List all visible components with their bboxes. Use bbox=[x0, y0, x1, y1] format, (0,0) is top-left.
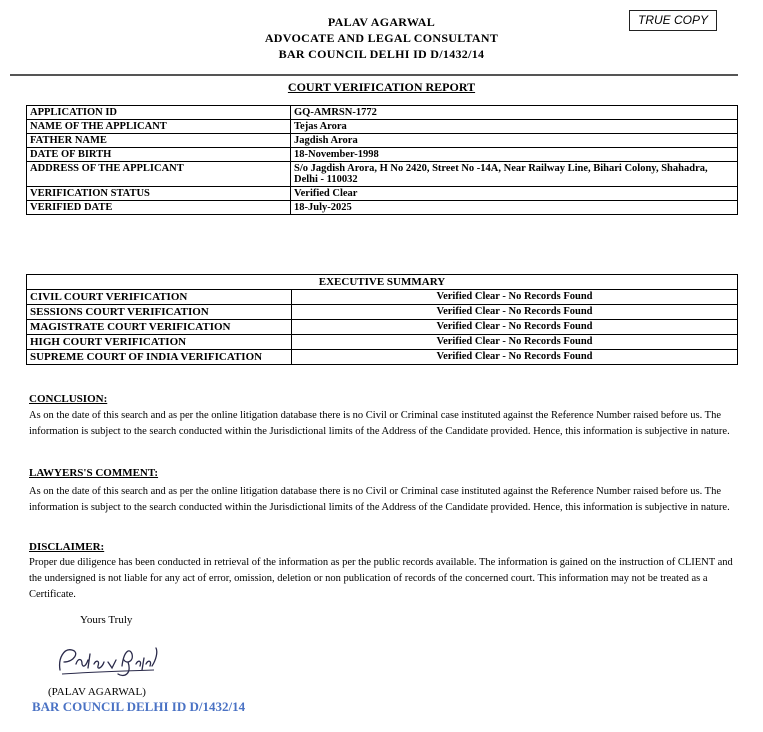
detail-row bbox=[27, 187, 738, 201]
disclaimer-heading: DISCLAIMER: bbox=[29, 541, 105, 553]
summary-label: MAGISTRATE COURT VERIFICATION bbox=[27, 320, 292, 335]
executive-summary-table bbox=[26, 274, 738, 365]
detail-row bbox=[27, 120, 738, 134]
signature-image bbox=[52, 640, 162, 680]
advocate-name: PALAV AGARWAL bbox=[327, 15, 436, 29]
summary-value: Verified Clear - No Records Found bbox=[292, 305, 738, 320]
detail-label: DATE OF BIRTH bbox=[27, 148, 291, 162]
detail-label: VERIFIED DATE bbox=[27, 201, 291, 215]
lawyers-comment-text: As on the date of this search and as per the online litigation database there is no Civil or Criminal case instituted against the Reference Number raised before us. The information is subject to the search conducted within the Jurisdictional limits of the Address of the Candidate provided. Hence, this information is subjective in nature. bbox=[29, 486, 730, 513]
summary-value: Verified Clear - No Records Found bbox=[292, 350, 738, 365]
lawyers-comment-heading: LAWYERS'S COMMENT: bbox=[29, 467, 159, 479]
detail-row bbox=[27, 106, 738, 120]
summary-value: Verified Clear - No Records Found bbox=[292, 290, 738, 305]
summary-row bbox=[27, 305, 738, 320]
conclusion-text: As on the date of this search and as per the online litigation database there is no Civil or Criminal case instituted against the Reference Number raised before us. The information is subject to the search conducted within the Jurisdictional limits of the Address of the Candidate provided. Hence, this information is subjective in nature. bbox=[29, 410, 730, 437]
summary-label: CIVIL COURT VERIFICATION bbox=[27, 290, 292, 305]
detail-value: Tejas Arora bbox=[291, 120, 738, 134]
summary-label: SUPREME COURT OF INDIA VERIFICATION bbox=[27, 350, 292, 365]
detail-row bbox=[27, 162, 738, 187]
detail-label: ADDRESS OF THE APPLICANT bbox=[27, 162, 291, 187]
detail-label: APPLICATION ID bbox=[27, 106, 291, 120]
detail-label: FATHER NAME bbox=[27, 134, 291, 148]
summary-row bbox=[27, 320, 738, 335]
header-divider bbox=[10, 74, 738, 76]
signatory-name: (PALAV AGARWAL) bbox=[48, 686, 146, 698]
detail-value: Jagdish Arora bbox=[291, 134, 738, 148]
detail-row bbox=[27, 148, 738, 162]
true-copy-stamp: TRUE COPY bbox=[629, 10, 717, 31]
detail-value: 18-November-1998 bbox=[291, 148, 738, 162]
disclaimer-text: Proper due diligence has been conducted in retrieval of the information as per the public records available. The information is gained on the instruction of CLIENT and the undersigned is not liable for any act of error, omission, deletion or non publication of records of the concerned court. This information may not be treated as a Certificate. bbox=[29, 557, 733, 600]
summary-value: Verified Clear - No Records Found bbox=[292, 335, 738, 350]
conclusion-heading: CONCLUSION: bbox=[29, 393, 108, 405]
summary-row bbox=[27, 290, 738, 305]
detail-value: Verified Clear bbox=[291, 187, 738, 201]
summary-label: SESSIONS COURT VERIFICATION bbox=[27, 305, 292, 320]
report-title: COURT VERIFICATION REPORT bbox=[287, 80, 476, 94]
detail-value: 18-July-2025 bbox=[291, 201, 738, 215]
closing-salutation: Yours Truly bbox=[80, 614, 133, 626]
detail-row bbox=[27, 201, 738, 215]
detail-value: S/o Jagdish Arora, H No 2420, Street No -14A, Near Railway Line, Bihari Colony, Shahadra, Delhi - 110032 bbox=[291, 162, 738, 187]
advocate-council-id: BAR COUNCIL DELHI ID D/1432/14 bbox=[278, 47, 485, 61]
detail-value: GQ-AMRSN-1772 bbox=[291, 106, 738, 120]
summary-value: Verified Clear - No Records Found bbox=[292, 320, 738, 335]
summary-row bbox=[27, 335, 738, 350]
summary-row bbox=[27, 350, 738, 365]
detail-label: VERIFICATION STATUS bbox=[27, 187, 291, 201]
applicant-details-table bbox=[26, 105, 738, 215]
summary-label: HIGH COURT VERIFICATION bbox=[27, 335, 292, 350]
signatory-council-id: BAR COUNCIL DELHI ID D/1432/14 bbox=[32, 699, 246, 714]
detail-row bbox=[27, 134, 738, 148]
detail-label: NAME OF THE APPLICANT bbox=[27, 120, 291, 134]
executive-summary-heading: EXECUTIVE SUMMARY bbox=[27, 275, 738, 290]
advocate-role: ADVOCATE AND LEGAL CONSULTANT bbox=[264, 31, 499, 45]
